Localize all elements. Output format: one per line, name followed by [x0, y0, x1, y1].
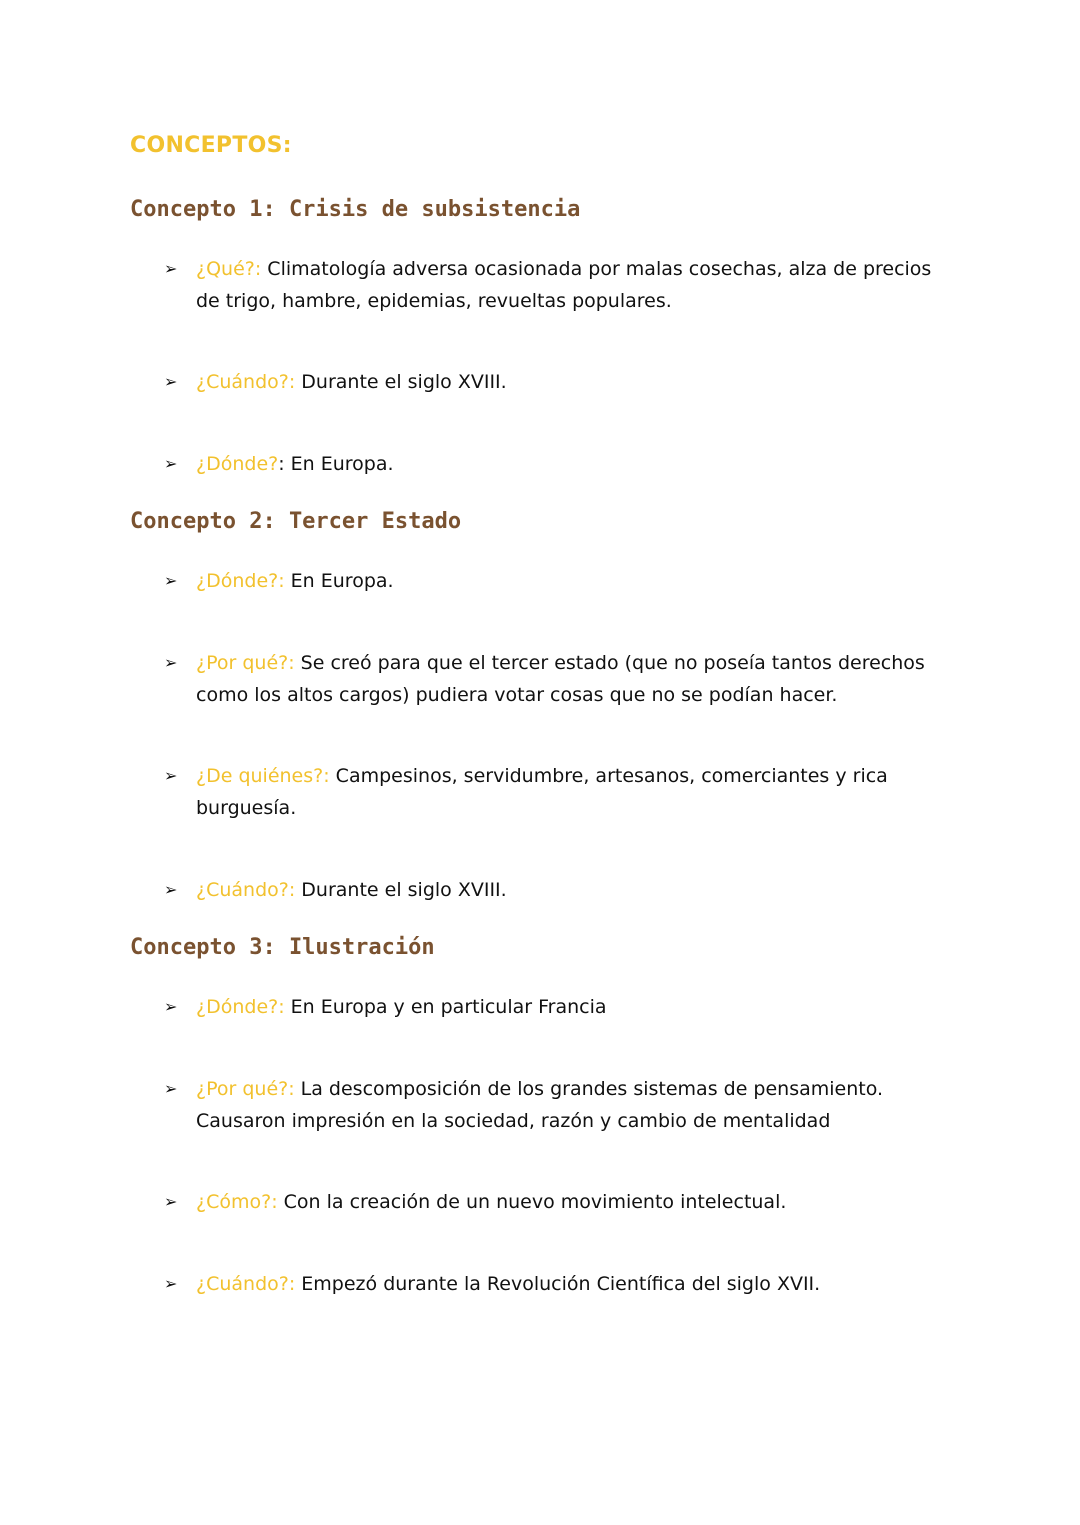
item-text: Empezó durante la Revolución Científica del siglo XVII. — [295, 1273, 821, 1295]
item-text: En Europa y en particular Francia — [284, 996, 607, 1018]
item-label: ¿Cuándo?: — [196, 371, 296, 393]
concept-3-item-donde — [164, 991, 954, 1023]
item-text: Durante el siglo XVIII. — [295, 879, 507, 901]
item-label: ¿Por qué?: — [196, 1078, 295, 1100]
item-text: Campesinos, servidumbre, artesanos, comerciantes y rica burguesía. — [196, 765, 888, 819]
item-text: Climatología adversa ocasionada por malas cosechas, alza de precios de trigo, hambre, epidemias, revueltas populares. — [196, 258, 932, 312]
arrow-bullet-icon: ➢ — [164, 571, 178, 590]
concept-1-item-que — [164, 253, 954, 317]
item-text: Durante el siglo XVIII. — [295, 371, 507, 393]
concept-1-item-cuando — [164, 366, 954, 398]
item-text: Con la creación de un nuevo movimiento intelectual. — [277, 1191, 787, 1213]
concept-3-title: Concepto 3: Ilustración — [130, 935, 435, 960]
item-label: ¿Cuándo?: — [196, 1273, 296, 1295]
item-label: ¿Dónde? — [196, 453, 279, 475]
arrow-bullet-icon: ➢ — [164, 766, 178, 785]
item-label: ¿Cómo?: — [196, 1191, 278, 1213]
arrow-bullet-icon: ➢ — [164, 653, 178, 672]
arrow-bullet-icon: ➢ — [164, 454, 178, 473]
arrow-bullet-icon: ➢ — [164, 1079, 178, 1098]
page-heading: CONCEPTOS: — [130, 133, 292, 158]
item-text: Se creó para que el tercer estado (que no poseía tantos derechos como los altos cargos) pudiera votar cosas que no se podían hacer. — [196, 652, 925, 706]
arrow-bullet-icon: ➢ — [164, 880, 178, 899]
item-label: ¿Dónde?: — [196, 996, 285, 1018]
item-label: ¿De quiénes?: — [196, 765, 330, 787]
concept-1-item-donde — [164, 448, 954, 480]
concept-2-item-cuando — [164, 874, 954, 906]
concept-3-item-por-que — [164, 1073, 954, 1137]
arrow-bullet-icon: ➢ — [164, 259, 178, 278]
item-label: ¿Dónde?: — [196, 570, 285, 592]
arrow-bullet-icon: ➢ — [164, 997, 178, 1016]
item-label: ¿Qué?: — [196, 258, 262, 280]
item-label: ¿Por qué?: — [196, 652, 295, 674]
concept-2-title: Concepto 2: Tercer Estado — [130, 509, 462, 534]
arrow-bullet-icon: ➢ — [164, 1274, 178, 1293]
item-text: La descomposición de los grandes sistemas de pensamiento. Causaron impresión en la sociedad, razón y cambio de mentalidad — [196, 1078, 884, 1132]
concept-2-item-de-quienes — [164, 760, 954, 824]
concept-3-item-como — [164, 1186, 954, 1218]
arrow-bullet-icon: ➢ — [164, 372, 178, 391]
item-text: : En Europa. — [278, 453, 394, 475]
arrow-bullet-icon: ➢ — [164, 1192, 178, 1211]
concept-2-item-por-que — [164, 647, 954, 711]
concept-3-item-cuando — [164, 1268, 954, 1300]
concept-2-item-donde — [164, 565, 954, 597]
concept-1-title: Concepto 1: Crisis de subsistencia — [130, 197, 581, 222]
item-text: En Europa. — [284, 570, 394, 592]
item-label: ¿Cuándo?: — [196, 879, 296, 901]
